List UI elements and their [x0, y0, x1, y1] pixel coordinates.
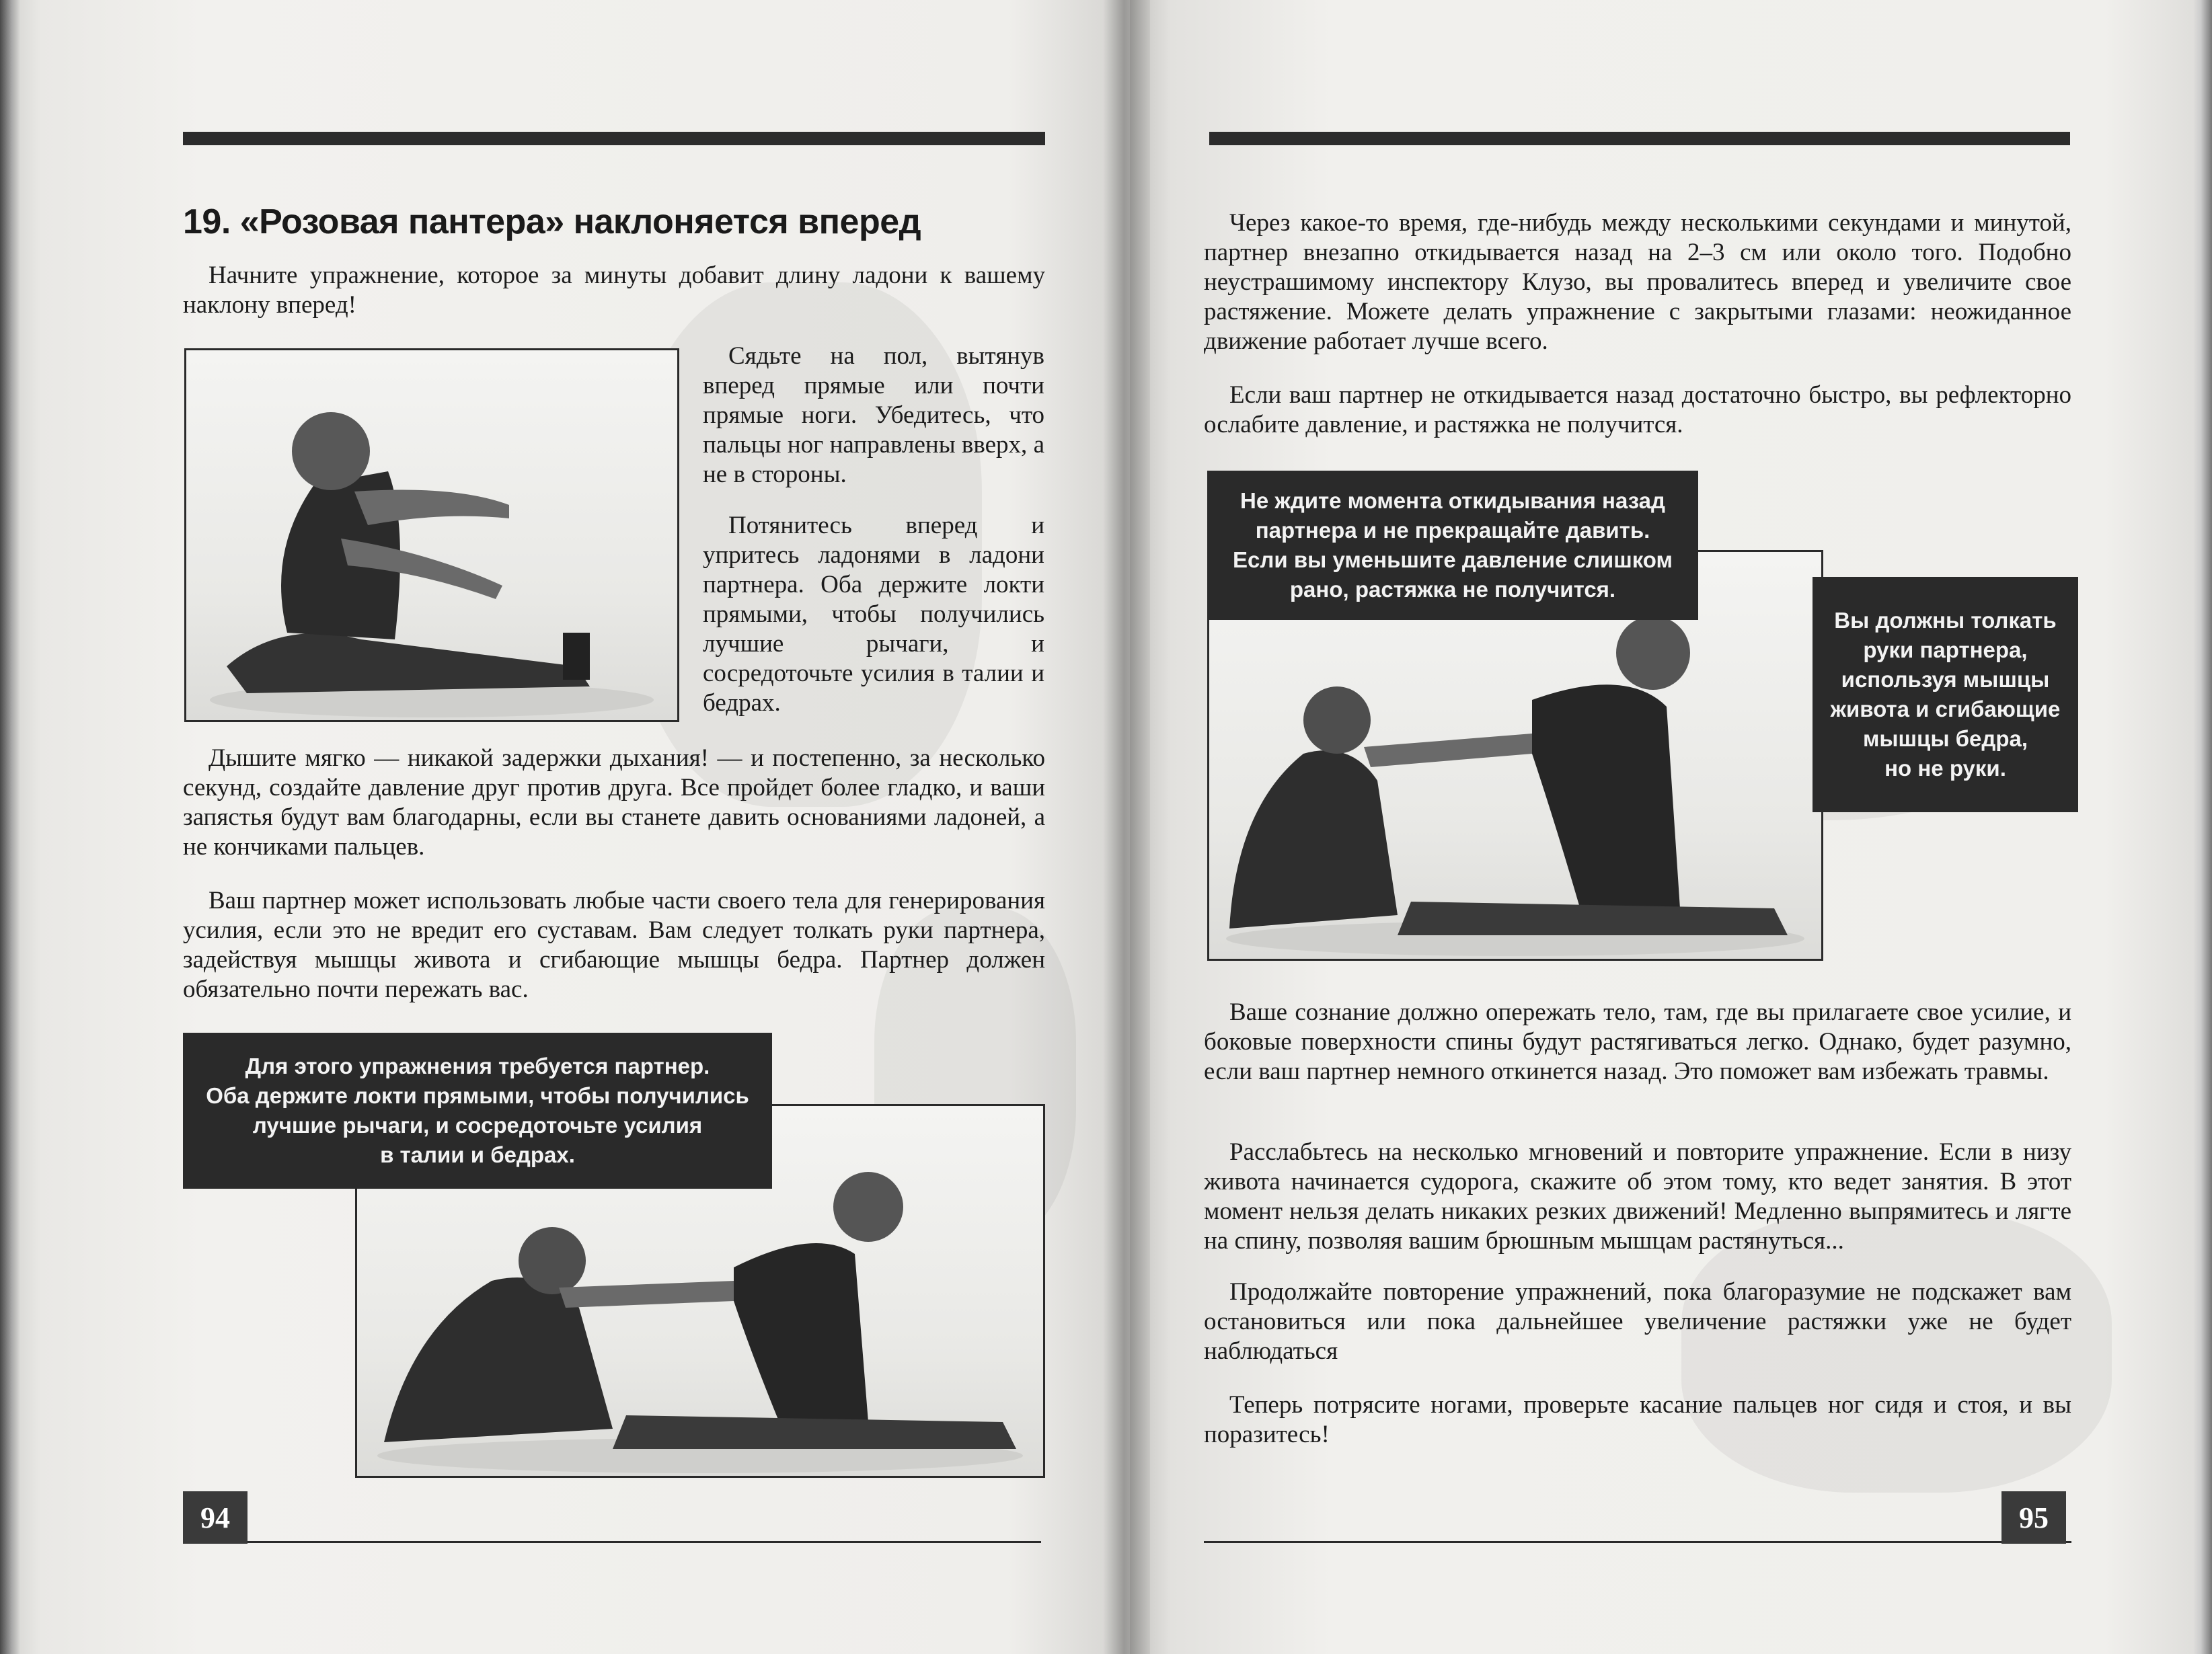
page-number-right: 95 — [2001, 1491, 2066, 1544]
paragraph: Дышите мягко — никакой задержки дыхания! — и постепенно, за несколько секунд, создайте давление друг против друга. Все пройдет более гладко, и ваши запястья будут вам благодарны, если вы станете давить основаниями ладоней, а не кончиками пальцев. — [183, 744, 1045, 861]
right-page — [1130, 0, 2212, 1654]
callout-line: партнера и не прекращайте давить. — [1255, 518, 1650, 543]
book-gutter-shadow — [1103, 0, 1150, 1654]
photo-man-seated-pointing — [184, 348, 679, 722]
paragraph: Продолжайте повторение упражнений, пока благоразумие не подскажет вам остановиться или пока дальнейшее увеличение растяжки уже не будет наблюдаться — [1204, 1278, 2071, 1365]
page-edge-shadow — [0, 0, 20, 1654]
callout-line: мышцы бедра, — [1862, 726, 2028, 751]
footer-rule — [1204, 1541, 2071, 1543]
callout-keep-pressing — [1207, 471, 1698, 620]
callout-line: Оба держите локти прямыми, чтобы получились — [206, 1083, 749, 1108]
callout-line: но не руки. — [1884, 756, 2006, 781]
page-edge-shadow — [2193, 0, 2212, 1654]
callout-line: Не ждите момента откидывания назад — [1240, 488, 1665, 513]
callout-line: Если вы уменьшите давление слишком — [1233, 547, 1673, 572]
paragraph: Через какое-то время, где-нибудь между несколькими секундами и минутой, партнер внезапно откидывается назад на 2–3 см или около того. Подобно неустрашимому инспектору Клузо, вы провалитесь вперед и увеличите свое растяжение. Можете делать упражнение с закрытыми глазами: неожиданное движение работает лучше всего. — [1204, 209, 2071, 355]
footer-rule — [247, 1541, 1041, 1543]
photo-illustration — [186, 350, 677, 720]
paragraph: Сядьте на пол, вытянув вперед прямые или почти прямые ноги. Убедитесь, что пальцы ног направлены вверх, а не в стороны. — [703, 342, 1044, 488]
paragraph: Ваш партнер может использовать любые части своего тела для генерирования усилия, если это не вредит его суставам. Вам следует толкать руки партнера, задействуя мышцы живота и сгибающие мышцы бедра. Партнер должен обязательно почти пережать вас. — [183, 887, 1045, 1003]
callout-line: лучшие рычаги, и сосредоточьте усилия — [252, 1113, 703, 1138]
callout-line: в талии и бедрах. — [380, 1142, 575, 1167]
callout-line: рано, растяжка не получится. — [1289, 577, 1616, 602]
callout-line: руки партнера, — [1863, 637, 2028, 662]
callout-line: используя мышцы — [1841, 667, 2050, 692]
paragraph: Ваше сознание должно опережать тело, там, где вы прилагаете свое усилие, и боковые поверхности спины будут растягиваться легко. Однако, будет разумно, если ваш партнер немного откинется назад. Это поможет вам избежать травмы. — [1204, 998, 2071, 1085]
paragraph: Если ваш партнер не откидывается назад достаточно быстро, вы рефлекторно ослабите давление, и растяжка не получится. — [1204, 381, 2071, 438]
paragraph: Теперь потрясите ногами, проверьте касание пальцев ног сидя и стоя, и вы поразитесь! — [1204, 1391, 2071, 1448]
callout-push-partner-hands — [1813, 577, 2078, 812]
callout-partner-required — [183, 1033, 772, 1189]
section-title: 19. «Розовая пантера» наклоняется вперед — [183, 202, 921, 241]
callout-line: Вы должны толкать — [1834, 608, 2057, 633]
page-number-left: 94 — [183, 1491, 247, 1544]
header-rule — [183, 132, 1045, 145]
paragraph: Потянитесь вперед и упритесь ладонями в ладони партнера. Оба держите локти прямыми, чтобы получились лучшие рычаги, и сосредоточьте усилия в талии и бедрах. — [703, 512, 1044, 717]
callout-line: живота и сгибающие — [1830, 697, 2061, 721]
paragraph: Расслабьтесь на несколько мгновений и повторите упражнение. Если в низу живота начинается судорога, скажите об этом тому, кто ведет занятия. В этот момент нельзя делать никаких резких движений! Медленно выпрямитесь и лягте на спину, позволяя вашим брюшным мышцам растянуться... — [1204, 1138, 2071, 1255]
paragraph: Начните упражнение, которое за минуты добавит длину ладони к вашему наклону вперед! — [183, 262, 1045, 319]
callout-line: Для этого упражнения требуется партнер. — [245, 1054, 710, 1078]
header-rule — [1209, 132, 2070, 145]
